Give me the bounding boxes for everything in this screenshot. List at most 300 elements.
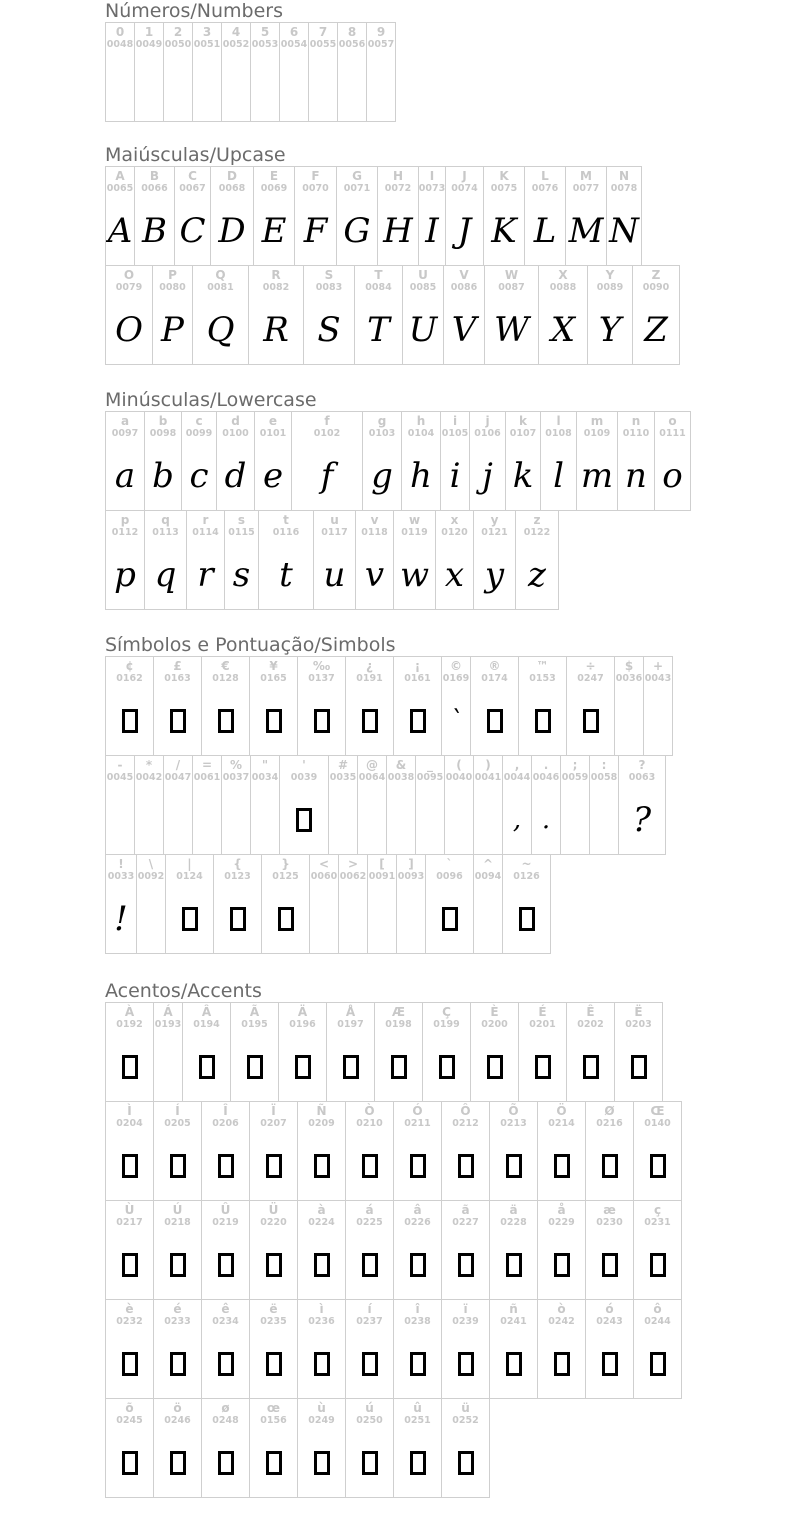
glyph-char-label: - [117, 758, 123, 772]
glyph-sample: F [303, 211, 328, 251]
glyph-char-label: I [429, 169, 435, 183]
missing-glyph-box [280, 784, 328, 854]
glyph-cell [484, 265, 539, 365]
glyph-char-label: b [158, 414, 168, 428]
glyph-code-label: 0245 [116, 1415, 143, 1426]
glyph-code-label: 0124 [176, 871, 203, 882]
missing-glyph-box [490, 1130, 537, 1200]
glyph-cell [294, 166, 337, 266]
glyph-code-label: 0224 [308, 1217, 335, 1228]
glyph-sample: v [364, 555, 385, 595]
glyph-cell [192, 755, 222, 855]
glyph-code-label: 0251 [404, 1415, 431, 1426]
glyph-code-label: 0227 [452, 1217, 479, 1228]
glyph-char-label: a [120, 414, 130, 428]
missing-glyph-box [394, 1229, 441, 1299]
glyph-cell [633, 1200, 682, 1300]
glyph-code-label: 0053 [251, 39, 279, 50]
glyph-char-label: ¢ [125, 659, 134, 673]
glyph-code-label: 0161 [404, 673, 431, 684]
glyph-sample: z [528, 555, 546, 595]
glyph-cell [440, 411, 470, 511]
missing-glyph-box [250, 1229, 297, 1299]
glyph-char-label: V [459, 268, 469, 282]
missing-glyph-box [538, 1130, 585, 1200]
glyph-cell [393, 1398, 442, 1498]
glyph-char-label: ] [408, 857, 414, 871]
glyph-char-label: ê [221, 1302, 230, 1316]
glyph-cell [367, 854, 397, 954]
glyph-code-label: 0122 [523, 527, 551, 538]
glyph-char-label: Œ [650, 1104, 665, 1118]
glyph-char-label: w [408, 513, 421, 527]
glyph-code-label: 0033 [107, 871, 135, 882]
glyph-cell [531, 755, 561, 855]
glyph-cell [518, 1002, 567, 1102]
glyph-cell [303, 265, 355, 365]
glyph-code-label: 0042 [135, 772, 163, 783]
glyph-cell [249, 1200, 298, 1300]
section-title: Números/Numbers [105, 0, 283, 22]
glyph-char-label: o [668, 414, 677, 428]
glyph-char-label: 1 [144, 25, 154, 39]
glyph-cell [489, 1200, 538, 1300]
glyph-cell [441, 1101, 490, 1201]
glyph-code-label: 0048 [106, 39, 134, 50]
glyph-char-label: ( [456, 758, 462, 772]
glyph-char-label: / [175, 758, 181, 772]
glyph-cell [336, 166, 378, 266]
missing-glyph-box [503, 883, 550, 953]
glyph-code-label: 0125 [272, 871, 299, 882]
glyph-char-label: Ê [586, 1005, 595, 1019]
glyph-char-label: + [652, 659, 664, 673]
glyph-cell [221, 22, 251, 122]
glyph-char-label: Z [651, 268, 661, 282]
glyph-sample: m [580, 456, 614, 496]
glyph-sample [251, 51, 279, 121]
glyph-char-label: J [462, 169, 467, 183]
glyph-sample [397, 883, 425, 953]
glyph-char-label: Ï [271, 1104, 276, 1118]
glyph-code-label: 0114 [192, 527, 219, 538]
glyph-cell [538, 265, 588, 365]
glyph-cell [537, 1299, 586, 1399]
glyph-code-label: 0085 [409, 282, 437, 293]
glyph-code-label: 0120 [441, 527, 468, 538]
glyph-code-label: 0041 [474, 772, 502, 783]
glyph-code-label: 0217 [116, 1217, 143, 1228]
missing-glyph-box [346, 685, 393, 755]
glyph-char-label: y [490, 513, 499, 527]
section-title: Acentos/Accents [105, 980, 262, 1002]
glyph-row [105, 411, 690, 511]
glyph-code-label: 0194 [193, 1019, 220, 1030]
glyph-cell [470, 1002, 519, 1102]
missing-glyph-box [634, 1328, 681, 1398]
glyph-code-label: 0074 [451, 183, 478, 194]
glyph-char-label: ü [461, 1401, 470, 1415]
missing-glyph-box [106, 1328, 153, 1398]
glyph-sample [367, 51, 395, 121]
glyph-cell [182, 1002, 231, 1102]
glyph-cell [216, 411, 255, 511]
glyph-cell [297, 1398, 346, 1498]
glyph-char-label: À [124, 1005, 135, 1019]
missing-glyph-box [250, 1328, 297, 1398]
glyph-char-label: O [123, 268, 135, 282]
glyph-char-label: Ù [124, 1203, 135, 1217]
glyph-char-label: H [392, 169, 404, 183]
glyph-code-label: 0195 [241, 1019, 268, 1030]
missing-glyph-box [471, 685, 518, 755]
glyph-code-label: 0087 [498, 282, 525, 293]
glyph-char-label: X [558, 268, 568, 282]
glyph-cell [566, 1002, 615, 1102]
glyph-code-label: 0196 [289, 1019, 316, 1030]
glyph-sample: G [343, 211, 371, 251]
missing-glyph-box [442, 1130, 489, 1200]
glyph-row [105, 854, 672, 954]
glyph-char-label: c [195, 414, 203, 428]
glyph-cell [291, 411, 363, 511]
missing-glyph-box [214, 883, 261, 953]
glyph-code-label: 0046 [532, 772, 560, 783]
glyph-sample [310, 883, 338, 953]
section-upcase [105, 144, 679, 365]
missing-glyph-box [298, 1427, 345, 1497]
section-title: Símbolos e Pontuação/Simbols [105, 634, 396, 656]
missing-glyph-box [615, 1031, 662, 1101]
missing-glyph-box [490, 1229, 537, 1299]
glyph-cell [144, 510, 187, 610]
glyph-char-label: ' [302, 758, 306, 772]
glyph-sample: g [371, 456, 393, 496]
glyph-char-label: ; [572, 758, 578, 772]
glyph-cell [345, 656, 394, 756]
glyph-code-label: 0065 [106, 183, 134, 194]
glyph-code-label: 0106 [474, 428, 501, 439]
glyph-char-label: ã [461, 1203, 470, 1217]
glyph-sample: ? [632, 800, 652, 840]
glyph-cell [489, 1101, 538, 1201]
glyph-code-label: 0247 [577, 673, 604, 684]
glyph-cell [186, 510, 225, 610]
glyph-code-label: 0071 [343, 183, 371, 194]
glyph-sample: S [317, 310, 341, 350]
glyph-cell [249, 1299, 298, 1399]
glyph-char-label: x [450, 513, 459, 527]
glyph-cell [587, 265, 633, 365]
glyph-cell [105, 656, 154, 756]
glyph-code-label: 0111 [659, 428, 686, 439]
glyph-sample [154, 1031, 182, 1101]
glyph-code-label: 0080 [159, 282, 186, 293]
glyph-sample: N [609, 211, 639, 251]
glyph-cell [337, 22, 367, 122]
glyph-char-label: ò [557, 1302, 566, 1316]
glyph-cell [328, 755, 358, 855]
glyph-char-label: R [271, 268, 281, 282]
glyph-char-label: \ [148, 857, 154, 871]
glyph-char-label: à [317, 1203, 326, 1217]
glyph-char-label: U [418, 268, 428, 282]
missing-glyph-box [394, 685, 441, 755]
glyph-char-label: s [237, 513, 246, 527]
glyph-char-label: ë [269, 1302, 278, 1316]
glyph-row [105, 1398, 681, 1498]
glyph-cell [614, 1002, 663, 1102]
glyph-sample: H [383, 211, 413, 251]
glyph-code-label: 0112 [111, 527, 139, 538]
glyph-char-label: L [541, 169, 549, 183]
glyph-cell [174, 166, 211, 266]
glyph-code-label: 0115 [228, 527, 255, 538]
glyph-char-label: * [145, 758, 153, 772]
glyph-char-label: 3 [202, 25, 212, 39]
glyph-char-label: u [330, 513, 339, 527]
glyph-char-label: £ [173, 659, 182, 673]
glyph-code-label: 0086 [450, 282, 478, 293]
glyph-code-label: 0069 [260, 183, 288, 194]
glyph-char-label: g [377, 414, 387, 428]
glyph-code-label: 0165 [260, 673, 287, 684]
glyph-sample: a [114, 456, 136, 496]
glyph-code-label: 0061 [193, 772, 221, 783]
missing-glyph-box [634, 1229, 681, 1299]
glyph-sample [106, 51, 134, 121]
glyph-char-label: ! [118, 857, 124, 871]
glyph-code-label: 0073 [418, 183, 446, 194]
missing-glyph-box [154, 1229, 201, 1299]
glyph-char-label: 9 [376, 25, 386, 39]
glyph-char-label: 7 [318, 25, 328, 39]
glyph-code-label: 0113 [152, 527, 179, 538]
missing-glyph-box [231, 1031, 278, 1101]
glyph-code-label: 0093 [397, 871, 425, 882]
glyph-char-label: E [269, 169, 279, 183]
missing-glyph-box [442, 1328, 489, 1398]
glyph-cell [362, 411, 402, 511]
glyph-cell [401, 411, 441, 511]
glyph-code-label: 0232 [116, 1316, 143, 1327]
missing-glyph-box [394, 1427, 441, 1497]
glyph-sample: . [541, 805, 551, 835]
glyph-sample: B [142, 211, 167, 251]
glyph-sample: O [115, 310, 143, 350]
glyph-cell [415, 755, 445, 855]
glyph-code-label: 0056 [338, 39, 366, 50]
glyph-char-label: Å [345, 1005, 356, 1019]
glyph-cell [163, 755, 193, 855]
glyph-sample [615, 685, 643, 755]
glyph-code-label: 0036 [615, 673, 643, 684]
glyph-cell [345, 1299, 394, 1399]
glyph-cell [589, 755, 619, 855]
glyph-sample: J [457, 211, 472, 251]
glyph-row [105, 265, 679, 365]
glyph-code-label: 0203 [625, 1019, 652, 1030]
glyph-char-label: { [233, 857, 242, 871]
glyph-cell [565, 166, 607, 266]
glyph-sample: ˋ [449, 706, 463, 736]
glyph-code-label: 0047 [164, 772, 192, 783]
glyph-char-label: Ø [604, 1104, 615, 1118]
glyph-sample: i [449, 456, 461, 496]
glyph-row [105, 1299, 681, 1399]
glyph-row [105, 755, 672, 855]
glyph-char-label: ` [446, 857, 453, 871]
glyph-char-label: € [221, 659, 230, 673]
glyph-char-label: = [201, 758, 213, 772]
glyph-sample: I [425, 211, 439, 251]
glyph-code-label: 0117 [321, 527, 348, 538]
glyph-code-label: 0201 [529, 1019, 556, 1030]
glyph-code-label: 0077 [572, 183, 600, 194]
glyph-sample: , [512, 805, 522, 835]
glyph-sample: j [482, 456, 493, 496]
glyph-code-label: 0200 [481, 1019, 508, 1030]
glyph-char-label: q [161, 513, 170, 527]
glyph-cell [221, 755, 251, 855]
glyph-code-label: 0039 [290, 772, 318, 783]
glyph-code-label: 0119 [401, 527, 428, 538]
glyph-code-label: 0246 [164, 1415, 191, 1426]
glyph-sample [474, 784, 502, 854]
glyph-sample: M [568, 211, 604, 251]
glyph-code-label: 0083 [315, 282, 343, 293]
glyph-code-label: 0082 [262, 282, 290, 293]
missing-glyph-box [442, 1427, 489, 1497]
glyph-code-label: 0238 [404, 1316, 431, 1327]
glyph-cell [201, 1200, 250, 1300]
missing-glyph-box [250, 1130, 297, 1200]
glyph-sample [339, 883, 367, 953]
glyph-cell [308, 22, 338, 122]
missing-glyph-box [346, 1427, 393, 1497]
section-lowercase [105, 389, 690, 610]
glyph-char-label: 6 [289, 25, 299, 39]
glyph-cell [489, 1299, 538, 1399]
glyph-code-label: 0098 [149, 428, 177, 439]
glyph-sample [309, 51, 337, 121]
glyph-char-label: Ó [412, 1104, 423, 1118]
glyph-code-label: 0220 [260, 1217, 287, 1228]
missing-glyph-box [567, 1031, 614, 1101]
glyph-sample [251, 784, 279, 854]
glyph-code-label: 0191 [356, 673, 383, 684]
glyph-char-label: K [499, 169, 509, 183]
glyph-sample: x [444, 555, 465, 595]
glyph-cell [354, 265, 403, 365]
glyph-code-label: 0068 [218, 183, 246, 194]
glyph-char-label: l [556, 414, 561, 428]
glyph-cell [144, 411, 182, 511]
glyph-code-label: 0078 [610, 183, 638, 194]
glyph-char-label: r [202, 513, 209, 527]
glyph-cell [566, 656, 615, 756]
glyph-char-label: > [347, 857, 359, 871]
glyph-char-label: ) [485, 758, 491, 772]
glyph-char-label: 0 [115, 25, 125, 39]
glyph-code-label: 0236 [308, 1316, 335, 1327]
glyph-code-label: 0096 [436, 871, 463, 882]
glyph-code-label: 0089 [596, 282, 624, 293]
glyph-row [105, 510, 690, 610]
glyph-cell [445, 166, 484, 266]
glyph-cell [249, 1398, 298, 1498]
glyph-sample [590, 784, 618, 854]
glyph-char-label: Ä [297, 1005, 308, 1019]
glyph-char-label: è [125, 1302, 134, 1316]
glyph-cell [165, 854, 214, 954]
glyph-sample: o [662, 456, 683, 496]
glyph-code-label: 0049 [135, 39, 163, 50]
glyph-char-label: & [395, 758, 407, 772]
glyph-sample: q [154, 555, 177, 595]
glyph-char-label: h [416, 414, 426, 428]
glyph-cell [105, 1002, 154, 1102]
glyph-char-label: á [365, 1203, 374, 1217]
glyph-sample [164, 51, 192, 121]
glyph-cell [524, 166, 566, 266]
glyph-code-label: 0062 [339, 871, 367, 882]
glyph-cell [105, 411, 145, 511]
glyph-cell [254, 411, 292, 511]
glyph-sample [368, 883, 396, 953]
glyph-char-label: k [519, 414, 527, 428]
glyph-sample: D [218, 211, 246, 251]
glyph-cell [297, 1299, 346, 1399]
glyph-cell [444, 755, 474, 855]
glyph-cell [540, 411, 577, 511]
glyph-sample: w [399, 555, 430, 595]
glyph-cell [248, 265, 304, 365]
glyph-code-label: 0066 [141, 183, 168, 194]
section-accents [105, 980, 681, 1498]
glyph-cell [345, 1398, 394, 1498]
glyph-code-label: 0137 [308, 673, 335, 684]
glyph-sample: t [279, 555, 293, 595]
missing-glyph-box [567, 685, 614, 755]
glyph-char-label: Â [201, 1005, 212, 1019]
glyph-char-label: m [590, 414, 604, 428]
glyph-code-label: 0103 [368, 428, 396, 439]
glyph-sample: s [232, 555, 251, 595]
glyph-code-label: 0241 [500, 1316, 527, 1327]
glyph-code-label: 0034 [251, 772, 279, 783]
missing-glyph-box [586, 1229, 633, 1299]
missing-glyph-box [154, 1427, 201, 1497]
glyph-char-label: œ [266, 1401, 281, 1415]
glyph-cell [338, 854, 368, 954]
glyph-code-label: 0235 [260, 1316, 287, 1327]
glyph-char-label: ñ [509, 1302, 518, 1316]
missing-glyph-box [202, 1328, 249, 1398]
glyph-char-label: ¿ [366, 659, 373, 673]
glyph-char-label: ? [638, 758, 646, 772]
glyph-row [105, 22, 395, 122]
glyph-sample [135, 51, 163, 121]
glyph-code-label: 0225 [356, 1217, 383, 1228]
glyph-sample: P [161, 310, 184, 350]
glyph-code-label: 0064 [358, 772, 386, 783]
glyph-cell [134, 22, 164, 122]
glyph-char-label: _ [427, 758, 433, 772]
glyph-char-label: © [450, 659, 462, 673]
glyph-code-label: 0229 [548, 1217, 575, 1228]
glyph-char-label: ÷ [585, 659, 596, 673]
